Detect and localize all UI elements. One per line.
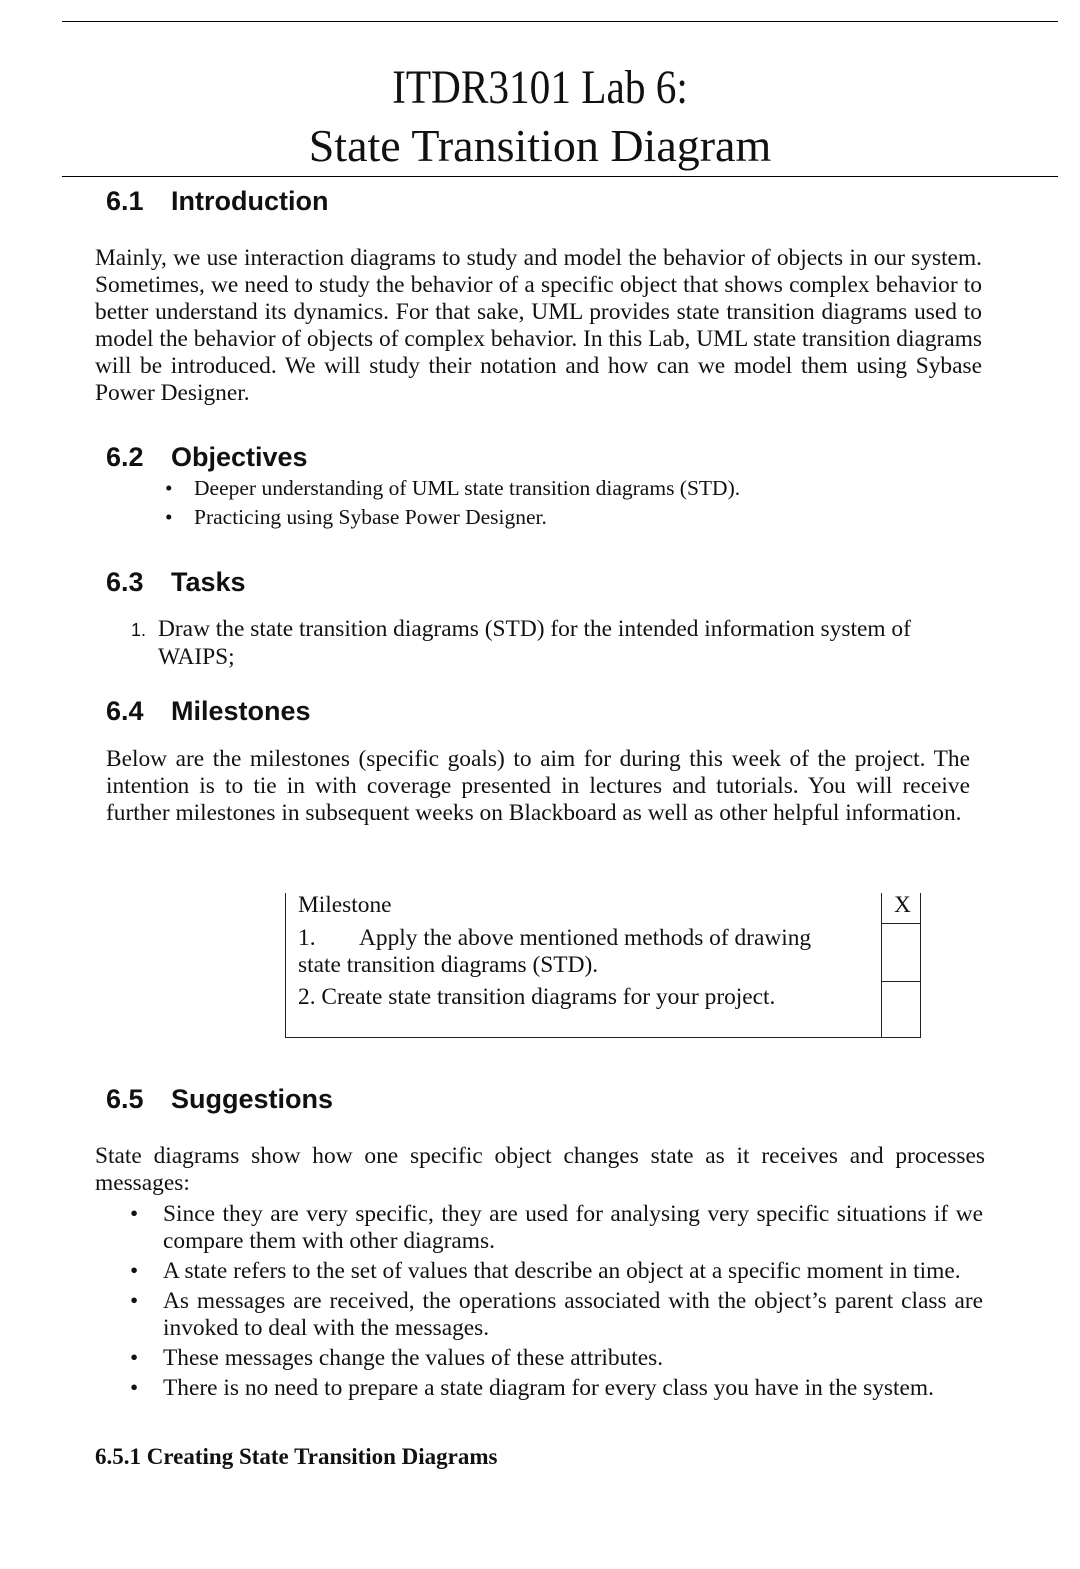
subsection-heading: 6.5.1 Creating State Transition Diagrams (95, 1444, 498, 1469)
section-number: 6.3 (106, 567, 144, 597)
list-item: • Deeper understanding of UML state transition diagrams (STD). (165, 474, 985, 503)
list-item: • A state refers to the set of values that describe an object at a specific moment in time. (128, 1258, 983, 1285)
row-text: Apply the above mentioned methods of drawing (359, 925, 812, 951)
document-title-line1: ITDR3101 Lab 6: (392, 61, 688, 114)
table-border-right (920, 893, 921, 1038)
row-number: 1. (298, 925, 316, 951)
section-number: 6.4 (106, 696, 144, 726)
introduction-paragraph: Mainly, we use interaction diagrams to study and model the behavior of objects in our system. Sometimes, we need to study the behavior of a specific object that shows complex behavior to better understand its dynamics. For that sake, UML provides state transition diagrams used to model the behavior of objects of complex behavior. In this Lab, UML state transition diagrams will be introduced. We will study their notation and how can we model them using Sybase Power Designer. (95, 245, 982, 406)
task-text: Draw the state transition diagrams (STD) for the intended information system of WAIPS; (158, 616, 911, 670)
table-border-left (285, 893, 286, 1038)
section-number: 6.1 (106, 186, 144, 216)
section-title: Introduction (171, 186, 329, 216)
table-row-line: state transition diagrams (STD). (298, 952, 599, 978)
table-row (298, 925, 868, 979)
milestones-paragraph: Below are the milestones (specific goals) to aim for during this week of the project. The intention is to tie in with coverage presented in lectures and tutorials. You will receive further milestones in subsequent weeks on Blackboard as well as other helpful information. (106, 746, 970, 826)
table-check-divider (882, 923, 920, 924)
table-column-divider (881, 893, 882, 1038)
section-title: Suggestions (171, 1084, 334, 1114)
tasks-list (131, 615, 971, 671)
table-row: 2. Create state transition diagrams for your project. (298, 984, 776, 1010)
section-title: Objectives (171, 442, 308, 472)
document-title-line2: State Transition Diagram (308, 120, 772, 171)
section-title: Milestones (171, 696, 311, 726)
list-item: • Practicing using Sybase Power Designer. (165, 503, 985, 532)
table-border-bottom (285, 1037, 921, 1038)
heading-milestones (106, 695, 311, 727)
table-header-check: X (894, 892, 911, 918)
table-check-divider (882, 981, 920, 982)
list-item: • There is no need to prepare a state diagram for every class you have in the system. (128, 1375, 983, 1402)
heading-tasks (106, 566, 246, 598)
task-number: 1. (131, 620, 147, 640)
heading-suggestions (106, 1083, 333, 1115)
suggestions-paragraph: State diagrams show how one specific object changes state as it receives and processes messages: (95, 1143, 985, 1196)
heading-introduction (106, 185, 328, 217)
section-number: 6.2 (106, 442, 144, 472)
list-item: • As messages are received, the operations associated with the object’s parent class are invoked to deal with the messages. (128, 1288, 983, 1342)
suggestions-list (128, 1201, 983, 1405)
top-rule (62, 21, 1058, 22)
list-item: • Since they are very specific, they are used for analysing very specific situations if we compare them with other diagrams. (128, 1201, 983, 1255)
section-title: Tasks (171, 567, 246, 597)
table-row-line (298, 925, 868, 952)
table-header-milestone: Milestone (298, 892, 392, 918)
section-number: 6.5 (106, 1084, 144, 1114)
heading-objectives (106, 441, 308, 473)
objectives-list (165, 474, 985, 532)
list-item: • These messages change the values of these attributes. (128, 1345, 983, 1372)
title-bottom-rule (62, 176, 1058, 177)
list-item (131, 615, 971, 671)
milestone-table (285, 893, 921, 1038)
